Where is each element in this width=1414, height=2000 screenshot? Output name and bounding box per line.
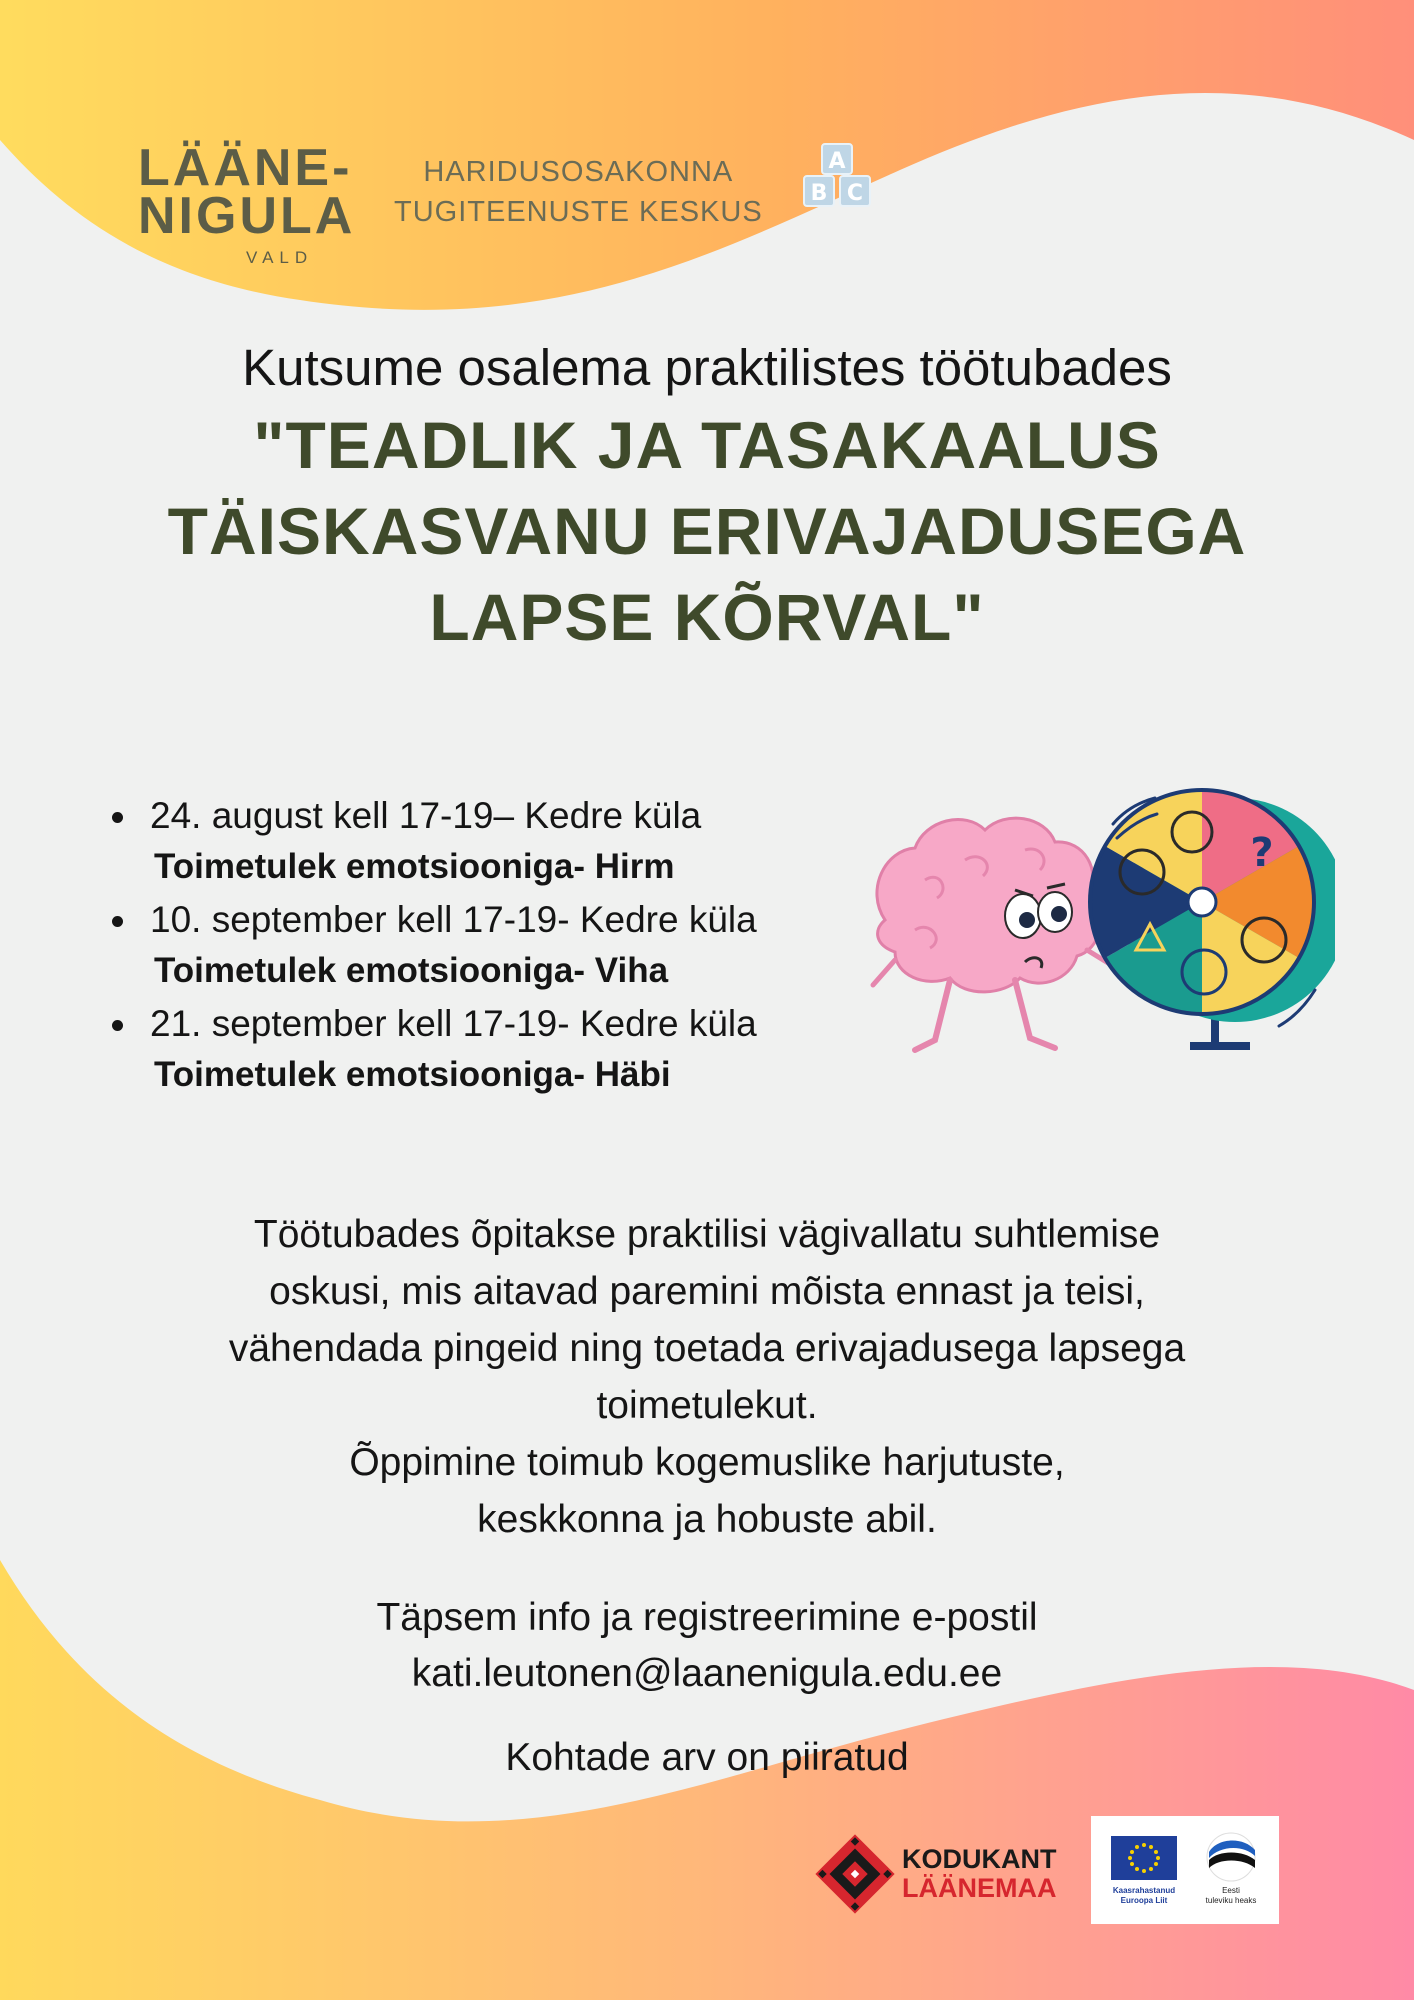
lääne-nigula-logo <box>138 139 356 268</box>
contact-email[interactable]: kati.leutonen@laanenigula.edu.ee <box>411 1652 1003 1695</box>
block-letter-a: A <box>828 149 846 174</box>
event-item <box>110 998 870 1100</box>
logo-vald: VALD <box>246 248 314 267</box>
block-letter-b: B <box>810 181 828 206</box>
bullet <box>112 1020 123 1031</box>
estonia-caption-line-1: Eesti <box>1222 1886 1240 1895</box>
svg-text:?: ? <box>1250 830 1274 876</box>
kodukant-emblem-icon <box>815 1834 895 1914</box>
eu-caption-line-1: Kaasrahastanud <box>1112 1886 1176 1895</box>
eu-flag-icon <box>1111 1836 1177 1880</box>
eu-caption-line-2: Euroopa Liit <box>1120 1896 1168 1905</box>
workshop-title <box>0 402 1414 660</box>
logo-line-1: LÄÄNE- <box>138 139 353 197</box>
limited-places-note: Kohtade arv on piiratud <box>505 1736 909 1779</box>
description <box>80 1206 1334 1548</box>
event-topic: Toimetulek emotsiooniga- Hirm <box>154 847 675 886</box>
description-line: keskkonna ja hobuste abil. <box>477 1498 937 1541</box>
logo-line-2: NIGULA <box>138 187 356 245</box>
intro-text: Kutsume osalema praktilistes töötubades <box>242 339 1172 396</box>
bullet <box>112 812 123 823</box>
title-line-1: "TEADLIK JA TASAKAALUS <box>253 408 1161 482</box>
abc-blocks-icon <box>800 140 880 220</box>
description-line: oskusi, mis aitavad paremini mõista ennast ja teisi, <box>269 1270 1145 1313</box>
event-item <box>110 790 870 892</box>
kodukant-logo-text <box>902 1845 1057 1903</box>
block-letter-c: C <box>846 181 864 206</box>
department-line-2: TUGITEENUSTE KESKUS <box>394 196 763 228</box>
event-date: 24. august kell 17-19– Kedre küla <box>150 795 702 836</box>
title-line-3: LAPSE KÕRVAL" <box>429 580 985 654</box>
eu-caption <box>1101 1886 1187 1906</box>
description-line: Töötubades õpitakse praktilisi vägivallatu suhtlemise <box>253 1213 1161 1256</box>
description-line: Õppimine toimub kogemuslike harjutuste, <box>349 1441 1065 1484</box>
department-name <box>394 152 763 232</box>
kodukant-line-1: KODUKANT <box>902 1844 1057 1874</box>
registration-info <box>0 1590 1414 1702</box>
description-line: vähendada pingeid ning toetada erivajadusega lapsega <box>228 1327 1186 1370</box>
title-line-2: TÄISKASVANU ERIVAJADUSEGA <box>167 494 1247 568</box>
event-date: 10. september kell 17-19- Kedre küla <box>150 899 757 940</box>
event-item <box>110 894 870 996</box>
event-topic: Toimetulek emotsiooniga- Häbi <box>154 1055 671 1094</box>
estonia-flag-icon <box>1199 1830 1263 1884</box>
emotion-wheel-icon <box>1090 790 1335 1050</box>
registration-text: Täpsem info ja registreerimine e-postil <box>376 1596 1038 1639</box>
estonia-caption <box>1191 1886 1271 1906</box>
department-line-1: HARIDUSOSAKONNA <box>423 156 734 188</box>
kodukant-line-2: LÄÄNEMAA <box>902 1873 1057 1903</box>
bullet <box>112 916 123 927</box>
estonia-caption-line-2: tuleviku heaks <box>1205 1896 1257 1905</box>
event-date: 21. september kell 17-19- Kedre küla <box>150 1003 757 1044</box>
brain-character-icon <box>873 818 1125 1050</box>
event-list <box>110 790 870 1102</box>
funding-logos <box>1091 1816 1279 1924</box>
description-line: toimetulekut. <box>596 1384 818 1427</box>
emotion-illustration <box>855 780 1335 1080</box>
event-topic: Toimetulek emotsiooniga- Viha <box>154 951 669 990</box>
